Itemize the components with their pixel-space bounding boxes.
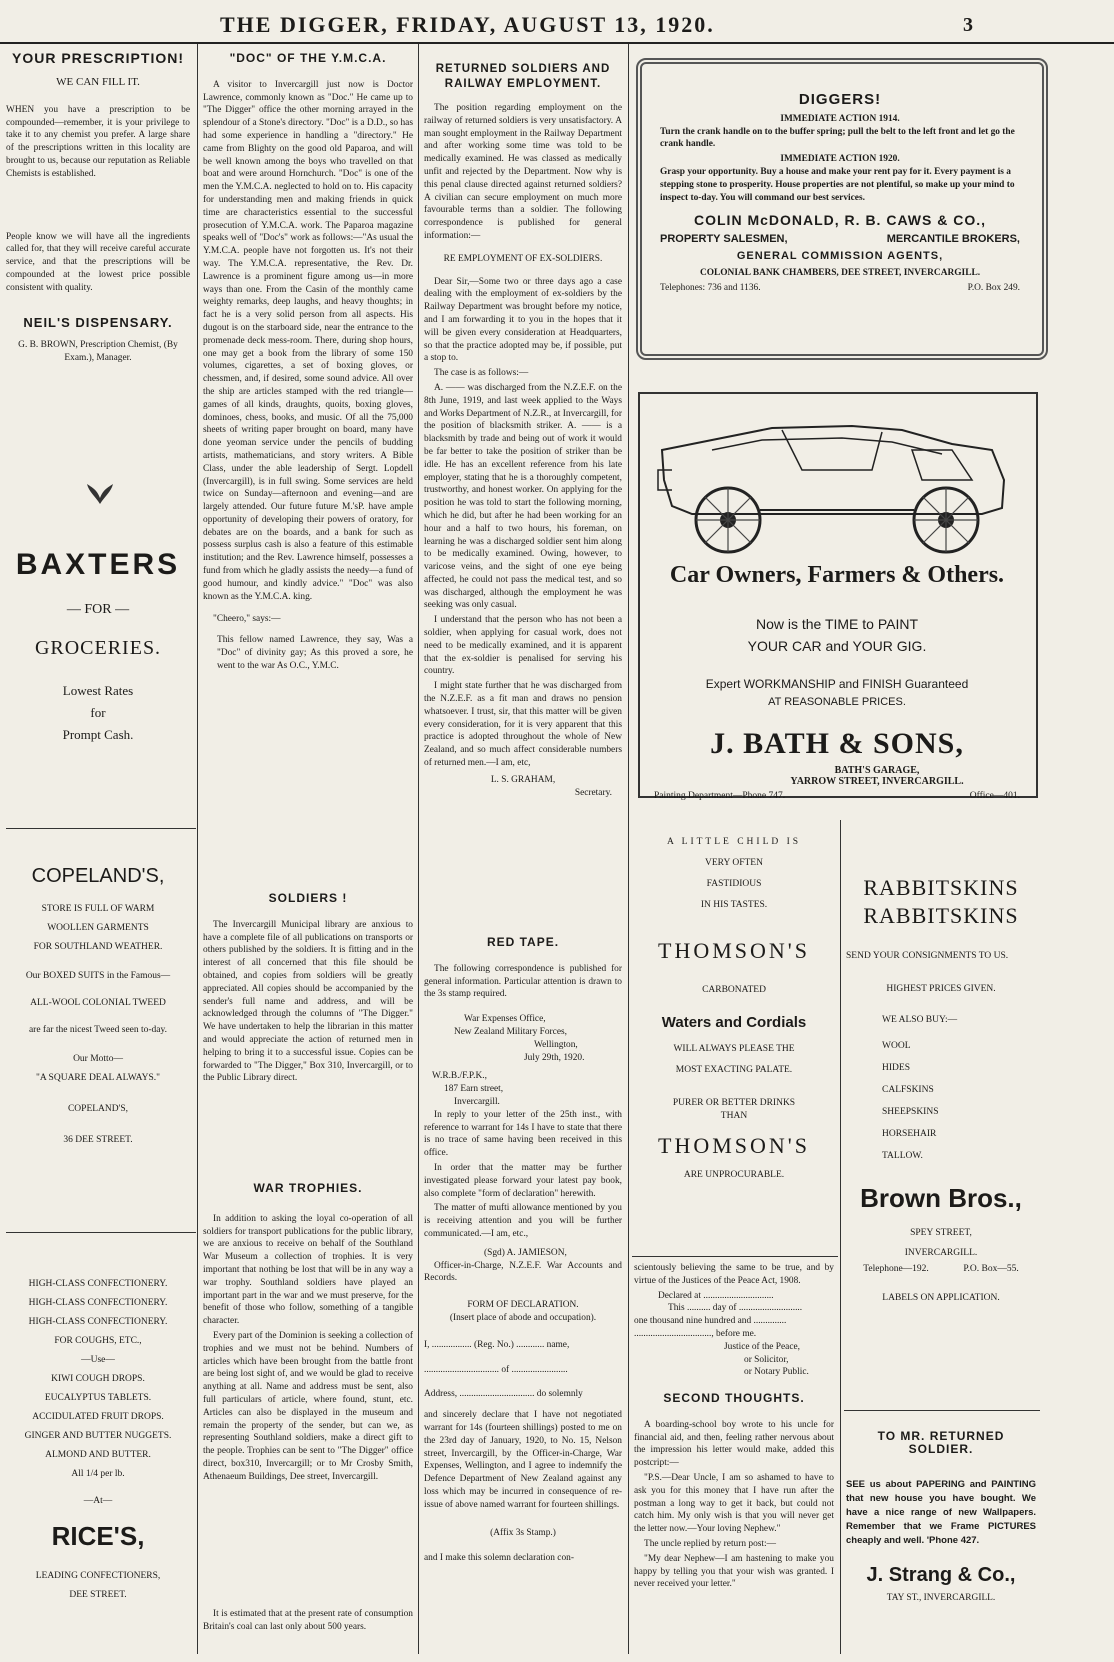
- rabbitskins-item: WOOL: [882, 1041, 911, 1051]
- signature-role: Secretary.: [574, 787, 612, 798]
- diggers-role: GENERAL COMMISSION AGENTS,: [736, 249, 944, 262]
- copeland-line: FOR SOUTHLAND WEATHER.: [33, 942, 163, 952]
- article-body: A visitor to Invercargill just now is Doctor Lawrence, commonly known as "Doc." He came up to "The Digger" office the other morning arrayed in the splendour of a Stone's directory. "Doc" is a D.D., so has had some experience in handling a "directory." He came from Blighty on the good old Paparoa, and will be well known among the boys who travelled on that boat and were around Hornchurch. "Doc" is one of the men the Y.M.C.A. neglected to hold on to. His capacity for understanding men and making friends in quick time are characteristics essential to the successful prosecution of Y.M.C.A. work. The Paparoa magazine speaks well of "Doc's" work as follows:—"As usual the Y.M.C.A. people have not forgotten us. It's not their way. The Y.M.C.A. representative, the Rev. Dr. Lawrence is a prominent figure among us—in more ways than one. From the Casin of the monthly came weighty remarks, deep laughs, and heavy thoughts; in fact he is a very solid person from all aspects. His dugout is on the starboard side, near the entrance to the promenade deck mess-room. There, during shop hours, one may get a book from the library of some 150 volumes, cigarettes, a set of boxing gloves, or chessmen, and, if desired, some sound advice. All over the ship are articles stamped with the red triangle—games of all kinds, draughts, quoits, boxing gloves, dominoes, chess, books, and music. Of all the 75,000 sheets of writing paper brought on board, many have done yeoman service under the pencils of budding artists, mathematicians, and story writers. A Bible Class, under the able leadership of Sergt. Lopdell (Invercargill), is in full swing. Some services are held twice on Sunday—afternoon and evening—and are largely attended. Our future future M.'sP. have ample opportunity of developing their powers of oratory, for debates are on the boards, and a bank for such as possess surplus cash is also a feature of this estimable institution; and the Rev. Lawrence himself, possesses a fund from which he gladly assists the needy—a fund of good humour, and kindly advice." "Doc" was also known as the Y.M.C.A. king.: [203, 79, 413, 602]
- prescription-subtitle: WE CAN FILL IT.: [56, 75, 140, 88]
- ad-divider: [844, 1410, 1040, 1411]
- page-number: 3: [963, 14, 973, 36]
- diggers-role: MERCANTILE BROKERS,: [886, 233, 1020, 246]
- article-title: WAR TROPHIES.: [253, 1182, 363, 1195]
- coal-note: [203, 1608, 413, 1654]
- copeland-motto: "A SQUARE DEAL ALWAYS.": [35, 1073, 161, 1083]
- rice-line: GINGER AND BUTTER NUGGETS.: [24, 1431, 172, 1441]
- copeland-line: STORE IS FULL OF WARM: [41, 904, 155, 914]
- rabbitskins-address: INVERCARGILL.: [904, 1248, 978, 1258]
- rice-name: RICE'S,: [51, 1521, 145, 1551]
- thomson-line: CARBONATED: [702, 985, 766, 995]
- copeland-line: Our BOXED SUITS in the Famous—: [25, 971, 171, 981]
- declaration-line: Justice of the Peace,: [724, 1341, 801, 1352]
- article-body: The matter of mufti allowance mentioned by you is receiving attention and you will be further communicated.—I am, etc.,: [424, 1203, 622, 1239]
- rice-line: ACCIDULATED FRUIT DROPS.: [32, 1412, 164, 1422]
- diggers-subhead: IMMEDIATE ACTION 1914.: [780, 113, 900, 124]
- article-body: A boarding-school boy wrote to his uncle for financial aid, and then, feeling rather nervous about the impression his letter would make, added this postcript:—: [634, 1419, 834, 1469]
- red-tape-article: [424, 936, 622, 1654]
- rice-line: FOR COUGHS, ETC.,: [54, 1336, 142, 1346]
- declaration-line: Declared at ..............................: [658, 1290, 774, 1301]
- article-title: "DOC" OF THE Y.M.C.A.: [229, 52, 387, 65]
- article-subhead: RE EMPLOYMENT OF EX-SOLDIERS.: [443, 253, 603, 264]
- letter-office: War Expenses Office,: [464, 1014, 546, 1025]
- article-body: Every part of the Dominion is seeking a collection of trophies and we must not be behind. Numbers of articles which have been brought from the battle front are being lost sight of, and we would be glad to receive anything at all. Name and address must be sent, also full particulars of article, where found, stunt, etc. Articles can also be displayed in the museum and remain the property of the sender, but can we, as representing Southland soldiers, make a direct gift to the people. Trophies can be sent to "The Digger" office direct, box310, Invercargill; or to Mr Crosby Smith, Athenaeum Buildings, Dee street, Invercargill.: [203, 1330, 413, 1482]
- declaration-continued: [634, 1262, 834, 1377]
- article-title: RETURNED SOLDIERS AND RAILWAY EMPLOYMENT.: [435, 63, 611, 90]
- form-body: and sincerely declare that I have not negotiated warrant for 14s (fourteen shillings) posted to me on the 23rd day of January, 1920, to No. 15, Nelson street, Invercargill, by the Officer-in-Charge, War Expenses, Wellington, and I agree to indemnify the Defence Department of New Zealand against any loss which may be incurred in consequence of re-issue of above named warrant for fourteen shillings.: [424, 1410, 622, 1510]
- doc-article: [203, 52, 413, 832]
- thomson-line: WILL ALWAYS PLEASE THE: [673, 1044, 795, 1054]
- thomson-line: IN HIS TASTES.: [700, 900, 768, 910]
- rice-line: EUCALYPTUS TABLETS.: [44, 1393, 152, 1403]
- thomson-line: PURER OR BETTER DRINKS: [672, 1098, 796, 1108]
- rice-line: —At—: [83, 1496, 113, 1506]
- article-body: The case is as follows:—: [434, 368, 529, 379]
- ad-divider: [6, 1232, 196, 1233]
- article-body: A. —— was discharged from the N.Z.E.F. on the 8th June, 1919, and last week applied to the Ways and Works Department of N.Z.R., at Invercargill, for the position of blacksmith striker. A. —— is a blacksmith by trade and being out of work it would be far better to take the position of striker than be idle. He has an excellent reference from his late employer, stating that he is a thoroughly competent, trustworthy, and honest worker. On applying for the position he was told to start the following morning, which he did, but after he had been working for an hour and a half to two hours, his foreman, on learning he was a discharged soldier sent him along to be medically examined. Owing, however, to varicose veins, and the sight of one eye being affected, he could not pass the medical test, and so was discharged, although the employment he was seeking was only casual.: [424, 382, 622, 611]
- strang-title: TO MR. RETURNED SOLDIER.: [877, 1430, 1005, 1456]
- diggers-box: P.O. Box 249.: [967, 282, 1020, 293]
- copeland-line: Our Motto—: [73, 1054, 123, 1064]
- diggers-address: COLONIAL BANK CHAMBERS, DEE STREET, INVERCARGILL.: [699, 267, 981, 278]
- rice-line: LEADING CONFECTIONERS,: [35, 1571, 161, 1581]
- declaration-line: or Notary Public.: [744, 1367, 809, 1377]
- rabbitskins-box: P.O. Box—55.: [963, 1264, 1019, 1274]
- ad-divider: [632, 1256, 838, 1257]
- rabbitskins-line: HIGHEST PRICES GIVEN.: [886, 984, 996, 994]
- article-body: Dear Sir,—Some two or three days ago a case dealing with the employment of ex-soldiers by the Railway Department was brought before my notice, and I am forwarding it to you in the hopes that it will be given every consideration at Headquarters, so that the practice adopted may be, if possible, put a stop to.: [424, 276, 622, 364]
- form-stamp-note: (Affix 3s Stamp.): [490, 1528, 556, 1539]
- letter-date: July 29th, 1920.: [524, 1052, 585, 1063]
- bath-ad: [644, 562, 1030, 801]
- strang-firm: J. Strang & Co.,: [866, 1563, 1016, 1586]
- declaration-line: or Solicitor,: [744, 1354, 789, 1365]
- article-title: SOLDIERS !: [268, 892, 348, 905]
- declaration-line: ................................., before me.: [634, 1328, 757, 1339]
- soldiers-article: [203, 892, 413, 1182]
- article-body: "My dear Nephew—I am hastening to make you happy by telling you that your wish was granted. I never received your letter.": [634, 1553, 834, 1590]
- letter-office: Wellington,: [534, 1039, 578, 1050]
- prescription-body-2: People know we will have all the ingredients called for, that they will receive careful accurate service, and that the prescriptions will be compounded at the lowest price possible consistent with quality.: [6, 231, 190, 293]
- rice-ad: [6, 1275, 190, 1605]
- diggers-role: PROPERTY SALESMEN,: [660, 233, 788, 246]
- diggers-text: Turn the crank handle on to the buffer spring; pull the belt to the left front and let go the crank handle.: [660, 126, 1015, 150]
- rabbitskins-title: RABBITSKINS: [863, 903, 1019, 928]
- letter-address: W.R.B./F.P.K.,: [432, 1071, 487, 1082]
- form-subtitle: (Insert place of abode and occupation).: [449, 1312, 597, 1323]
- railway-article: [424, 62, 622, 934]
- column-rule: [840, 820, 841, 1654]
- form-line: I, ................. (Reg. No.) ............ name,: [424, 1339, 570, 1350]
- baxters-line-1: Lowest Rates: [62, 683, 134, 698]
- rabbitskins-line: LABELS ON APPLICATION.: [882, 1293, 1000, 1303]
- article-body: "P.S.—Dear Uncle, I am so ashamed to have to ask you for this money that I have run after the postman a long way to get it back, but could not catch him. My only wish is that you will never get the letter now.—Your loving Nephew.": [634, 1472, 834, 1535]
- letter-office: New Zealand Military Forces,: [454, 1026, 567, 1037]
- rice-line: HIGH-CLASS CONFECTIONERY.: [28, 1317, 168, 1327]
- declaration-line: one thousand nine hundred and ..............: [634, 1316, 787, 1327]
- prescription-title: YOUR PRESCRIPTION!: [11, 52, 184, 66]
- form-line: ................................ of ........................: [424, 1364, 568, 1375]
- second-thoughts-article: [634, 1392, 834, 1654]
- bath-line: YOUR CAR and YOUR GIG.: [747, 638, 927, 654]
- article-body: "Cheero," says:—: [213, 614, 281, 625]
- thomson-line: MOST EXACTING PALATE.: [675, 1065, 793, 1075]
- thomson-line: A LITTLE CHILD IS: [666, 837, 802, 847]
- rabbitskins-phone: Telephone—192.: [863, 1264, 929, 1274]
- ad-divider: [6, 828, 196, 829]
- rice-line: HIGH-CLASS CONFECTIONERY.: [28, 1298, 168, 1308]
- baxters-ad: [6, 548, 190, 746]
- strang-address: TAY ST., INVERCARGILL.: [886, 1592, 996, 1603]
- prescription-ad: [6, 52, 190, 442]
- copeland-line: are far the nicest Tweed seen to-day.: [28, 1025, 168, 1035]
- bath-line: AT REASONABLE PRICES.: [768, 696, 906, 708]
- bath-address: YARROW STREET, INVERCARGILL.: [790, 776, 964, 787]
- bath-phone: Painting Department—Phone 747.: [654, 791, 786, 801]
- column-rule: [197, 44, 198, 1654]
- verse: This fellow named Lawrence, they say, Was a "Doc" of divinity gay; As this proved a sore, he went to the war As O.C., Y.M.C.: [217, 635, 413, 671]
- thomson-name: THOMSON'S: [658, 1133, 810, 1158]
- bath-office: Office—401.: [969, 791, 1020, 801]
- diggers-firm: COLIN McDONALD, R. B. CAWS & CO.,: [694, 212, 986, 229]
- thomson-ad: [634, 836, 834, 1182]
- form-line: Address, ................................ do solemnly: [424, 1389, 583, 1400]
- rabbitskins-item: SHEEPSKINS: [882, 1107, 939, 1117]
- baxters-name: BAXTERS: [15, 548, 181, 581]
- form-title: FORM OF DECLARATION.: [467, 1300, 579, 1311]
- copeland-name: COPELAND'S,: [31, 865, 165, 887]
- diggers-ad: [660, 94, 1020, 354]
- diggers-subhead: IMMEDIATE ACTION 1920.: [780, 154, 900, 165]
- article-title: SECOND THOUGHTS.: [663, 1392, 805, 1405]
- bath-line: BATH'S GARAGE,: [834, 765, 920, 776]
- rice-line: ALMOND AND BUTTER.: [45, 1450, 151, 1460]
- article-body: It is estimated that at the present rate of consumption Britain's coal can last only about 500 years.: [203, 1609, 413, 1632]
- bath-headline: Car Owners, Farmers & Others.: [669, 562, 1005, 588]
- prescription-body-1: WHEN you have a prescription to be compounded—remember, it is your privilege to take it to any chemist you prefer. A large share of the prescriptions written in this locality are brought to us, because our reputation as Reliable Chemists is established.: [6, 104, 190, 179]
- strang-body: SEE us about PAPERING and PAINTING that new house you have bought. We have a nice range of new Wallpapers. Remember that we Frame PICTURES cheaply and well. 'Phone 427.: [846, 1478, 1036, 1546]
- strang-ad: [846, 1430, 1036, 1654]
- rice-line: HIGH-CLASS CONFECTIONERY.: [28, 1279, 168, 1289]
- feather-ornament-icon: [85, 480, 115, 506]
- article-title: RED TAPE.: [486, 936, 560, 949]
- rice-line: All 1/4 per lb.: [71, 1469, 125, 1479]
- rabbitskins-item: CALFSKINS: [882, 1085, 934, 1095]
- rice-line: KIWI COUGH DROPS.: [51, 1374, 145, 1384]
- article-body: In addition to asking the loyal co-operation of all soldiers for transport publications for the public library, we are anxious to receive on behalf of the Southland War Museum a collection of trophies. It is very important that nothing be lost that will be in any way a war trophy. Southland soldiers have played an important part in the war and we must preserve, for the benefit of those who follow, something of a tangible character.: [203, 1213, 413, 1327]
- baxters-groceries: GROCERIES.: [34, 637, 162, 659]
- signature-name: (Sgd) A. JAMIESON,: [484, 1247, 567, 1258]
- article-body: The position regarding employment on the railway of returned soldiers is very unsatisfactory. A man sought employment in the Railway Department and after working some time was told to be medically examined. He was classed as medically unfit and rejected by the Department. Now why is this penal clause directed against returned soldiers? A civilian can secure employment on much more favourable terms than a soldier. The following correspondence is published for general information:—: [424, 103, 622, 241]
- declaration-line: scientously believing the same to be true, and by virtue of the Justices of the Peace Act, 1908.: [634, 1263, 834, 1286]
- thomson-line: VERY OFTEN: [705, 858, 763, 868]
- bath-line: Now is the TIME to PAINT: [755, 616, 919, 632]
- article-body: I understand that the person who has not been a soldier, when applying for casual work, does not need to be medically examined, and it is apparent that the ex-soldier is penalised for serving his country.: [424, 615, 622, 677]
- signature-role: Officer-in-Charge, N.Z.E.F. War Accounts and Records.: [424, 1260, 622, 1284]
- page-header-title: THE DIGGER, FRIDAY, AUGUST 13, 1920.: [220, 12, 715, 37]
- thomson-line: FASTIDIOUS: [706, 879, 762, 889]
- rabbitskins-firm: Brown Bros.,: [860, 1183, 1022, 1213]
- column-rule: [628, 44, 629, 1654]
- article-body: In order that the matter may be further investigated please forward your latest pay book, also complete "form of declaration" herewith.: [424, 1162, 622, 1199]
- baxters-for: — FOR —: [66, 602, 130, 617]
- article-body: In reply to your letter of the 25th inst., with reference to warrant for 14s I have to state that there is no trace of same having been received in this office.: [424, 1109, 622, 1159]
- thomson-waters: Waters and Cordials: [661, 1014, 807, 1031]
- article-body: The Invercargill Municipal library are anxious to have a complete file of all publications on transports or others published by the soldiers. It is fitting and in the interest of all concerned that this file should be obtained, and copies from soldiers will be greatly appreciated. All copies should be accompanied by the sender's full name and address, and will be acknowledged through the columns of "The Digger." We have undertaken to help the librarian in this matter and would appreciate the action of returned men in helping to bring it to a successful issue. Copies can be forwarded to "The Digger," Box 310, Invercargill, or to the Public Library direct.: [203, 919, 413, 1084]
- declaration-line: This .......... day of ...........................: [668, 1303, 803, 1314]
- dispensary-name: NEIL'S DISPENSARY.: [23, 314, 173, 330]
- article-body: The uncle replied by return post:—: [644, 1538, 776, 1549]
- diggers-phone: Telephones: 736 and 1136.: [660, 282, 761, 293]
- rabbitskins-line: SEND YOUR CONSIGNMENTS TO US.: [846, 951, 1009, 961]
- motor-car-icon: [652, 410, 1024, 558]
- letter-address: Invercargill.: [454, 1096, 500, 1107]
- thomson-name: THOMSON'S: [658, 938, 810, 963]
- rabbitskins-title: RABBITSKINS: [863, 875, 1019, 900]
- signature-name: L. S. GRAHAM,: [490, 774, 556, 785]
- copeland-line: COPELAND'S,: [67, 1104, 129, 1114]
- rabbitskins-ad: [846, 874, 1036, 1305]
- copeland-line: ALL-WOOL COLONIAL TWEED: [30, 998, 166, 1008]
- article-body: I might state further that he was discharged from the N.Z.E.F. as a fit man and draws no pension whatsoever. I trust, sir, that this matter will be given every consideration, for it is very apparent that this practice is adopted throughout the whole of New Zealand, and so much affect considerable numbers of returned men.—I am, etc,: [424, 681, 622, 769]
- column-rule: [418, 44, 419, 1654]
- diggers-text: Grasp your opportunity. Buy a house and make your rent pay for it. Every payment is a stepping stone to prosperity. House properties are not plentiful, so make up your mind to inspect to-day. You will command our best services.: [660, 166, 1015, 203]
- form-line: and I make this solemn declaration con-: [424, 1553, 574, 1564]
- copeland-line: WOOLLEN GARMENTS: [47, 923, 149, 933]
- rabbitskins-line: WE ALSO BUY:—: [882, 1015, 958, 1025]
- rabbitskins-item: TALLOW.: [882, 1151, 923, 1161]
- copeland-address: 36 DEE STREET.: [63, 1135, 133, 1145]
- thomson-line: THAN: [720, 1111, 748, 1121]
- article-body: The following correspondence is published for general information. Particular attention is drawn to the 3s stamp required.: [424, 963, 622, 1000]
- letter-address: 187 Earn street,: [444, 1084, 504, 1095]
- baxters-line-2: for: [90, 705, 106, 720]
- rabbitskins-item: HIDES: [882, 1063, 910, 1073]
- diggers-title: DIGGERS!: [798, 94, 882, 108]
- rabbitskins-item: HORSEHAIR: [882, 1129, 937, 1139]
- dispensary-manager: G. B. BROWN, Prescription Chemist, (By Exam.), Manager.: [18, 340, 178, 364]
- baxters-line-3: Prompt Cash.: [62, 727, 134, 742]
- bath-line: Expert WORKMANSHIP and FINISH Guaranteed: [705, 677, 969, 691]
- rabbitskins-address: SPEY STREET,: [910, 1228, 972, 1238]
- thomson-line: ARE UNPROCURABLE.: [683, 1170, 785, 1180]
- war-trophies-article: [203, 1182, 413, 1592]
- copeland-ad: [6, 865, 190, 1147]
- rice-line: —Use—: [81, 1355, 115, 1365]
- bath-firm: J. BATH & SONS,: [710, 727, 964, 760]
- rice-address: DEE STREET.: [69, 1590, 127, 1600]
